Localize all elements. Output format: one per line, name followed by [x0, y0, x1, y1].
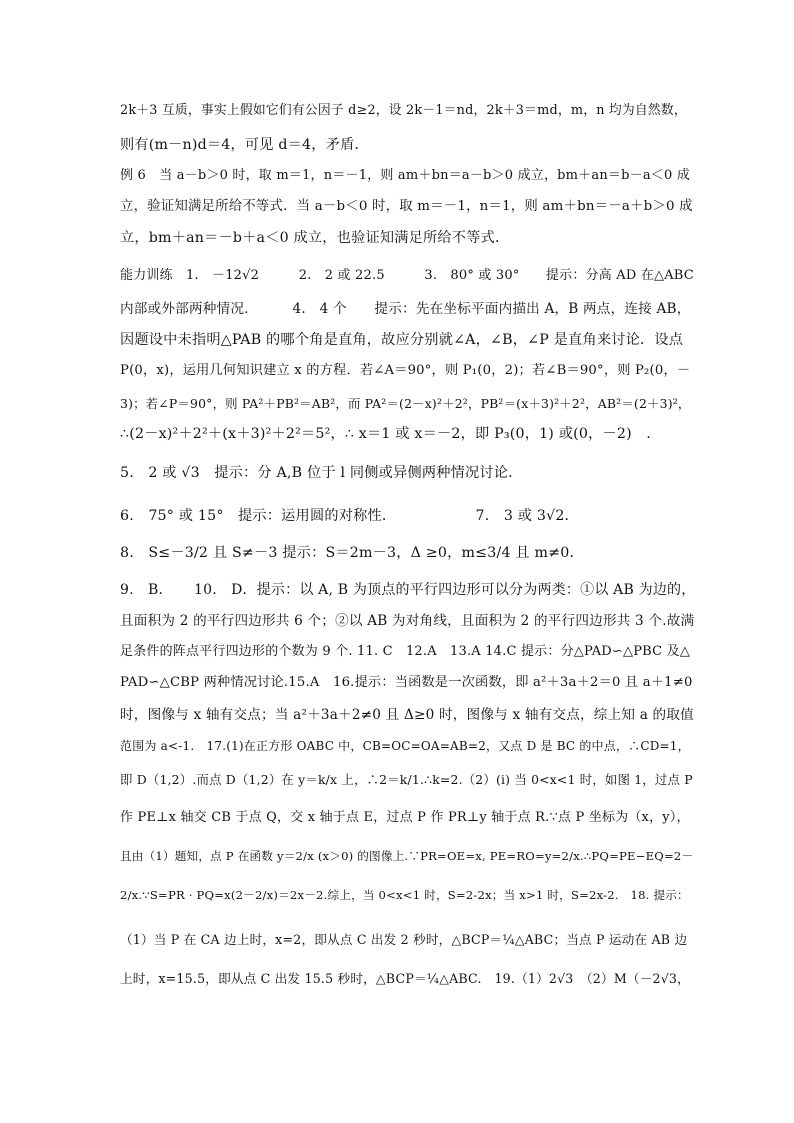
text-line: 例 6 当 a－b＞0 时，取 m＝1，n＝－1，则 am＋bn＝a－b＞0 成立，bm＋an＝b－a＜0 成	[120, 168, 691, 183]
text-line: 作 PE⊥x 轴交 CB 于点 Q，交 x 轴于点 E，过点 P 作 PR⊥y 轴于点 R.∵点 P 坐标为（x，y），	[120, 810, 690, 825]
text-line: 2/x.∵S=PR · PQ=x(2－2/x)＝2x－2.综上，当 0<x<1 时，S=2-2x；当 x>1 时，S=2x-2. 18. 提示：	[120, 888, 689, 902]
text-line: 5. 2 或 √3 提示：分 A,B 位于 l 同侧或异侧两种情况讨论．	[120, 465, 523, 481]
section-heading-line: 能力训练 1. －12√2 2. 2 或 22.5 3. 80° 或 30° 提示：分高 AD 在△ABC	[120, 268, 694, 283]
text-line: 2k＋3 互质，事实上假如它们有公因子 d≥2，设 2k－1＝nd，2k＋3＝md，m，n 均为自然数，	[120, 103, 687, 118]
text-line: 立，bm＋an＝－b＋a＜0 成立，也验证知满足所给不等式．	[120, 230, 510, 246]
text-line: 立，验证知满足所给不等式．当 a－b＜0 时，取 m＝－1，n＝1，则 am＋bn＝－a＋b＞0 成	[120, 199, 693, 214]
text-line: 3)；若∠P＝90°，则 PA²＋PB²＝AB²，而 PA²＝(2－x)²＋2²，PB²＝(x＋3)²＋2²，AB²＝(2＋3)²，	[120, 396, 691, 411]
text-line: 足条件的阵点平行四边形的个数为 9 个. 11. C 12.A 13.A 14.C 提示：分△PAD∽△PBC 及△	[120, 644, 691, 659]
text-line: 且由（1）题知，点 P 在函数 y＝2/x (x＞0) 的图像上.∵PR=OE=x, PE=RO=y=2/x.∴PQ=PE−EQ=2－	[120, 849, 694, 863]
text-line: 内部或外部两种情况． 4. 4 个 提示：先在坐标平面内描出 A，B 两点，连接 AB，	[120, 301, 691, 317]
text-line: 8. S≤－3/2 且 S≠－3 提示：S＝2m－3，Δ ≥0，m≤3/4 且 m≠0．	[120, 545, 584, 561]
text-line: 因题设中未指明△PAB 的哪个角是直角，故应分别就∠A，∠B，∠P 是直角来讨论．设点	[120, 332, 684, 348]
text-line: 6. 75° 或 15° 提示：运用圆的对称性． 7. 3 或 3√2．	[120, 508, 579, 524]
text-line: 范围为 a<-1. 17.(1)在正方形 OABC 中，CB=OC=OA=AB=2，又点 D 是 BC 的中点，∴CD=1，	[120, 739, 690, 753]
text-line: 上时，x=15.5，即从点 C 出发 15.5 秒时，△BCP＝¼△ABC. 19.（1）2√3 （2）M（－2√3，	[120, 971, 690, 986]
text-line: P(0，x)，运用几何知识建立 x 的方程．若∠A＝90°，则 P₁(0，2)；若∠B＝90°，则 P₂(0，－	[120, 363, 691, 378]
text-line: 时，图像与 x 轴有交点；当 a²＋3a＋2≠0 且 Δ≥0 时，图像与 x 轴有交点，综上知 a 的取值	[120, 707, 694, 723]
text-line: 且面积为 2 的平行四边形共 6 个；②以 AB 为对角线，且面积为 2 的平行四边形共 3 个.故满	[120, 613, 695, 629]
text-line: ∴(2－x)²＋2²＋(x＋3)²＋2²＝5²，∴ x＝1 或 x＝－2，即 P₃(0，1) 或(0，－2) .	[120, 426, 651, 442]
text-line: 即 D（1,2）.而点 D（1,2）在 y＝k/x 上，∴2＝k/1.∴k=2.（2）(i) 当 0<x<1 时，如图 1，过点 P	[120, 772, 693, 787]
text-line: （1）当 P 在 CA 边上时，x=2，即从点 C 出发 2 秒时，△BCP＝¼△ABC；当点 P 运动在 AB 边	[120, 932, 688, 947]
text-line: 9. B． 10. D．提示：以 A, B 为顶点的平行四边形可以分为两类：①以 AB 为边的，	[120, 582, 696, 598]
text-line: PAD∽△CBP 两种情况讨论.15.A 16.提示：当函数是一次函数，即 a²＋3a＋2＝0 且 a＋1≠0	[120, 675, 693, 690]
text-line: 则有(m－n)d＝4，可见 d＝4，矛盾．	[120, 137, 369, 153]
